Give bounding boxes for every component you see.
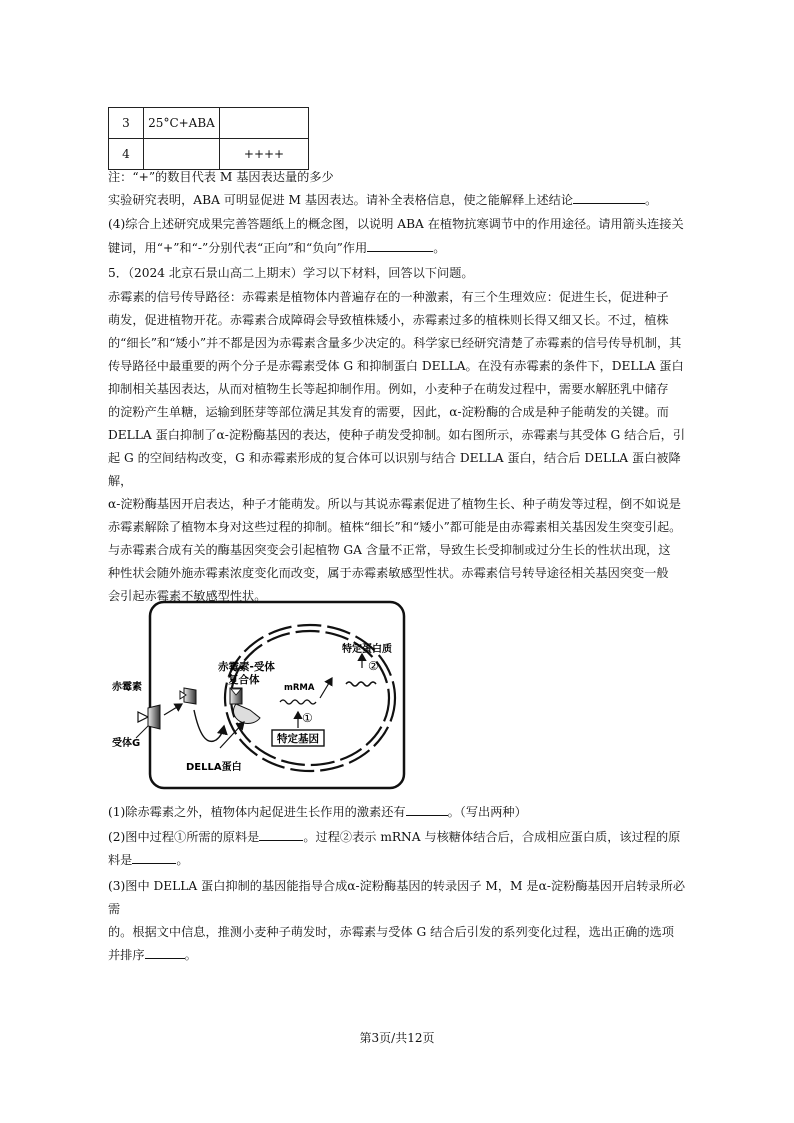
gibberellin-receptor-complex-icon: [184, 688, 196, 704]
table-cell-expression: [220, 108, 309, 139]
table-cell-no: 4: [109, 139, 144, 170]
question-5-heading: 5．（2024 北京石景山高二上期末）学习以下材料，回答以下问题。: [108, 266, 474, 280]
step-1-label: ①: [302, 711, 313, 725]
table-row: [109, 139, 309, 170]
gibberellin-triangle-icon: [138, 712, 148, 722]
question-text: 实验研究表明，ABA 可明显促进 M 基因表达。请补全表格信息，使之能解释上述结论: [108, 193, 574, 207]
question-5-3: [108, 875, 690, 967]
question-text: 。: [184, 948, 197, 962]
specific-protein-label: 特定蛋白质: [342, 644, 392, 655]
answer-blank[interactable]: [406, 803, 448, 816]
della-label: DELLA蛋白: [186, 762, 242, 773]
table-note: 注：“+”的数目代表 M 基因表达量的多少: [108, 170, 334, 184]
answer-blank[interactable]: [132, 851, 176, 864]
complex-label-line1: 赤霉素-受体: [218, 661, 275, 673]
question-4-4-line2: [108, 237, 690, 260]
table-cell-condition: [144, 139, 220, 170]
passage-line: 赤霉素的信号传导路径：赤霉素是植物体内普遍存在的一种激素，有三个生理效应：促进生长，促进种子: [108, 290, 669, 304]
question-text: (1)除赤霉素之外，植物体内起促进生长作用的激素还有: [108, 805, 406, 819]
mrna-label: mRMA: [284, 683, 315, 693]
specific-gene-label: 特定基因: [277, 733, 319, 745]
passage-line: 传导路径中最重要的两个分子是赤霉素受体 G 和抑制蛋白 DELLA。在没有赤霉素的条件下，DELLA 蛋白: [108, 359, 684, 373]
passage-line: DELLA 蛋白抑制了α-淀粉酶基因的表达，使种子萌发受抑制。如右图所示，赤霉素与其受体 G 结合后，引: [108, 428, 686, 442]
question-text: 。（写出两种）: [447, 805, 527, 819]
gibberellin-label: 赤霉素: [112, 682, 142, 693]
question-text: 并排序: [108, 948, 145, 962]
table-cell-expression: ++++: [220, 139, 309, 170]
question-text: 键词，用“+”和“-”分别代表“正向”和“负向”作用: [108, 241, 368, 255]
punctuation: 。: [433, 241, 446, 255]
question-text: 料是: [108, 853, 133, 867]
answer-blank[interactable]: [145, 946, 185, 959]
question-text: 。: [176, 853, 189, 867]
question-text: 的。根据文中信息，推测小麦种子萌发时，赤霉素与受体 G 结合后引发的系列变化过程，选出正确的选项: [108, 925, 674, 939]
answer-blank[interactable]: [367, 239, 433, 252]
mrna-wave-icon: [280, 700, 316, 704]
della-protein-icon: [233, 704, 260, 723]
question-4-4-line1: (4)综合上述研究成果完善答题纸上的概念图，以说明 ABA 在植物抗寒调节中的作用途径。请用箭头连接关: [108, 217, 684, 231]
passage-line: 萌发，促进植物开花。赤霉素合成障碍会导致植株矮小，赤霉素过多的植株则长得又细又长。不过，植株: [108, 313, 669, 327]
page-footer: 第3页/共12页: [359, 1031, 435, 1045]
answer-blank[interactable]: [573, 191, 645, 204]
expression-table: [108, 107, 309, 170]
punctuation: 。: [645, 193, 658, 207]
passage-line: 会引起赤霉素不敏感型性状。: [108, 589, 267, 603]
question-text: (2)图中过程①所需的原料是: [108, 830, 260, 844]
passage-line: 的淀粉产生单糖，运输到胚芽等部位满足其发育的需要，因此，α-淀粉酶的合成是种子能萌发的关键。而: [108, 405, 669, 419]
receptor-g-label: 受体G: [112, 738, 141, 749]
passage: [108, 286, 690, 608]
protein-wave-icon: [346, 682, 376, 686]
complex-label-line2: 复合体: [228, 674, 260, 686]
question-4-3: [108, 189, 690, 212]
passage-line: 赤霉素解除了植物本身对这些过程的抑制。植株“细长”和“矮小”都可能是由赤霉素相关基因发生突变引起。: [108, 520, 682, 534]
gibberellin-signaling-diagram: [110, 598, 410, 794]
table-cell-condition: 25°C+ABA: [144, 108, 220, 139]
passage-line: 的“细长”和“矮小”并不都是因为赤霉素含量多少决定的。科学家已经研究清楚了赤霉素的信号传导机制，其: [108, 336, 682, 350]
step-2-label: ②: [368, 659, 379, 673]
receptor-g-icon: [148, 705, 160, 729]
question-5-1: [108, 801, 690, 824]
table-row: [109, 108, 309, 139]
question-5-2: [108, 826, 690, 872]
passage-line: 种性状会随外施赤霉素浓度变化而改变，属于赤霉素敏感型性状。赤霉素信号转导途径相关基因突变一般: [108, 566, 669, 580]
table-cell-no: 3: [109, 108, 144, 139]
passage-line: 抑制相关基因表达，从而对植物生长等起抑制作用。例如，小麦种子在萌发过程中，需要水解胚乳中储存: [108, 382, 669, 396]
question-text: 。过程②表示 mRNA 与核糖体结合后，合成相应蛋白质，该过程的原: [303, 830, 681, 844]
passage-line: 起 G 的空间结构改变，G 和赤霉素形成的复合体可以识别与结合 DELLA 蛋白，结合后 DELLA 蛋白被降解，: [108, 451, 681, 488]
passage-line: 与赤霉素合成有关的酶基因突变会引起植物 GA 含量不正常，导致生长受抑制或过分生长的性状出现，这: [108, 543, 671, 557]
answer-blank[interactable]: [259, 828, 303, 841]
passage-line: α-淀粉酶基因开启表达，种子才能萌发。所以与其说赤霉素促进了植物生长、种子萌发等过程，倒不如说是: [108, 497, 681, 511]
question-text: (3)图中 DELLA 蛋白抑制的基因能指导合成α-淀粉酶基因的转录因子 M，M 是α-淀粉酶基因开启转录所必需: [108, 879, 686, 916]
